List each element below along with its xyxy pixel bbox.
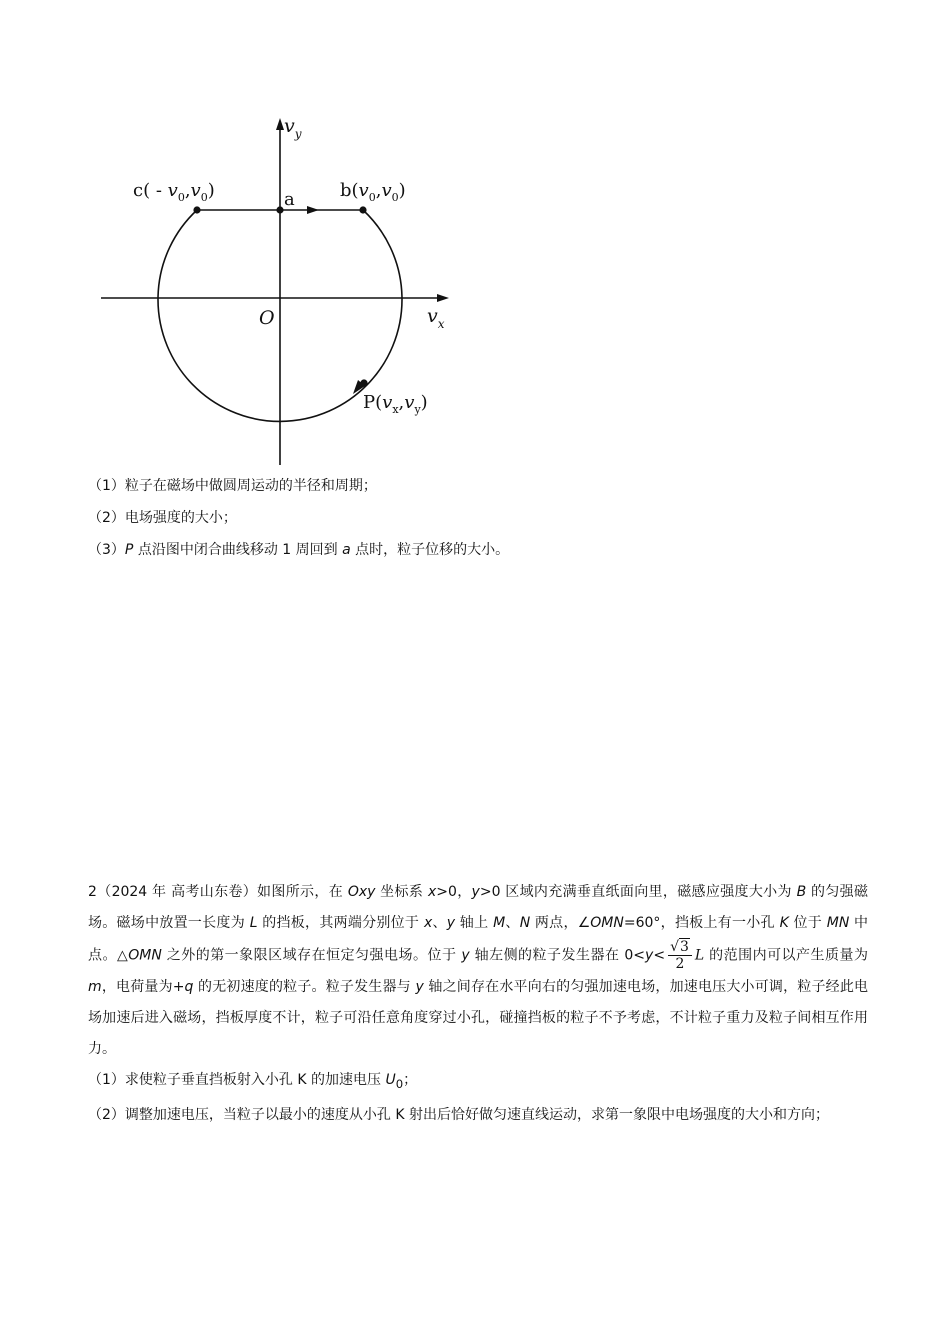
question1-item-2 (88, 508, 868, 528)
point-c (193, 206, 200, 213)
item-text: 点沿图中闭合曲线移动 1 周回到 (133, 542, 343, 558)
point-b (359, 206, 366, 213)
point-b-label: $b(v_0,v_0)$ (340, 180, 406, 204)
vx-arrowhead (437, 294, 449, 302)
question1-item-3 (88, 540, 868, 560)
point-c-label: $c( - v_0,v_0)$ (133, 180, 215, 204)
point-p-label: $P(v_x,v_y)$ (363, 392, 428, 416)
point-a-label: a (284, 189, 295, 210)
problem-2 (88, 877, 868, 1131)
vx-axis-label: $v_x$ (427, 305, 445, 331)
problem-2-stem: 2（2024 年 高考山东卷）如图所示，在 Oxy 坐标系 x>0，y>0 区域内充满垂直纸面向里，磁感应强度大小为 B 的匀强磁场。磁场中放置一长度为 L 的挡板，其两端分别位于 x、y 轴上 M、N 两点，∠OMN=60°，挡板上有一小孔 K 位于 MN 中点。△OMN 之外的第一象限区域存在恒定匀强电场。位于 y 轴左侧的粒子发生器在 0<y< $\frac{√3}{2}$ L 的范围内可以产生质量为 m，电荷量为+q 的无初速度的粒子。粒子发生器与 y 轴之间存在水平向右的匀强加速电场，加速电压大小可调，粒子经此电场加速后进入磁场，挡板厚度不计，粒子可沿任意角度穿过小孔，碰撞挡板的粒子不予考虑，不计粒子重力及粒子间相互作用力。 (88, 884, 869, 1057)
vy-axis-label: $v_y$ (284, 115, 302, 141)
problem-2-sub-2: （2）调整加速电压，当粒子以最小的速度从小孔 K 射出后恰好做匀速直线运动，求第一象限中电场强度的大小和方向； (88, 1106, 829, 1123)
var-a: a (342, 542, 351, 558)
fraction-sqrt3-over-2: $\frac{√3}{2}$ (668, 939, 692, 972)
point-a (276, 206, 283, 213)
item-text: 点时，粒子位移的大小。 (350, 542, 510, 558)
point-p (360, 379, 367, 386)
velocity-space-figure (95, 110, 465, 470)
item-text: 粒子在磁场中做圆周运动的半径和周期； (124, 478, 377, 494)
item-number: （3） (88, 542, 125, 558)
item-number: （2） (88, 510, 125, 526)
vy-arrowhead (276, 118, 284, 130)
problem-2-sub-1: （1）求使粒子垂直挡板射入小孔 K 的加速电压 $U_0$； (88, 1072, 418, 1091)
figure-svg (95, 110, 465, 470)
origin-label: O (259, 307, 275, 329)
question1-item-1 (88, 476, 868, 496)
var-p: P (124, 542, 134, 558)
item-number: （1） (88, 478, 125, 494)
item-text: 电场强度的大小； (124, 510, 237, 526)
segment-arrow (307, 206, 319, 214)
